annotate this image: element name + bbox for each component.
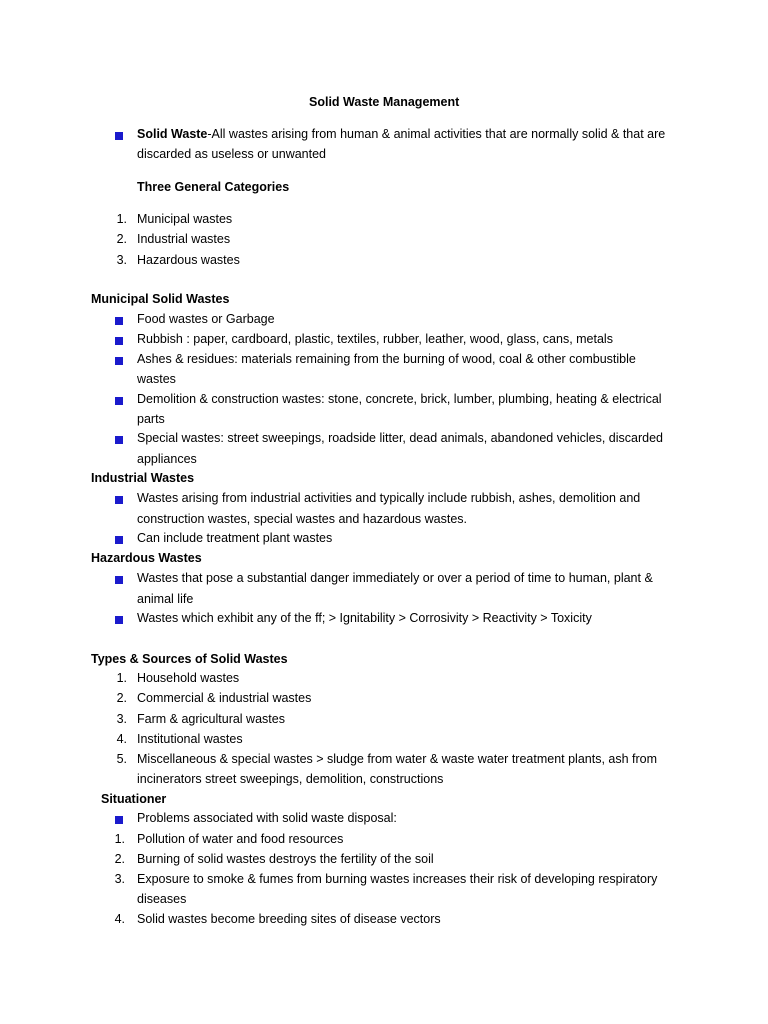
list-number: 3. [116, 712, 127, 726]
list-number: 2. [116, 691, 127, 705]
list-number: 2. [116, 232, 127, 246]
list-number: 2. [114, 852, 125, 866]
list-item: Farm & agricultural wastes [137, 712, 285, 726]
list-item-continued: animal life [137, 592, 194, 606]
list-item: Problems associated with solid waste disposal: [137, 811, 397, 825]
list-item-continued: appliances [137, 452, 197, 466]
section-heading-industrial: Industrial Wastes [91, 471, 195, 485]
list-item: Household wastes [137, 671, 240, 685]
list-item: Burning of solid wastes destroys the fertility of the soil [137, 852, 434, 866]
page-title: Solid Waste Management [309, 95, 460, 109]
bullet-square-icon [115, 317, 123, 325]
list-number: 3. [116, 253, 127, 267]
definition-term: Solid Waste [137, 127, 208, 141]
bullet-square-icon [115, 536, 123, 544]
list-item-continued: diseases [137, 892, 187, 906]
list-item: Miscellaneous & special wastes > sludge from water & waste water treatment plants, ash from [137, 752, 658, 766]
list-number: 5. [116, 752, 127, 766]
category-item: Municipal wastes [137, 212, 233, 226]
bullet-square-icon [115, 616, 123, 624]
bullet-square-icon [115, 496, 123, 504]
bullet-square-icon [115, 576, 123, 584]
definition-text-continued: discarded as useless or unwanted [137, 147, 327, 161]
list-item: Wastes arising from industrial activities and typically include rubbish, ashes, demolition and [137, 491, 641, 505]
list-item-continued: parts [137, 412, 165, 426]
list-item: Pollution of water and food resources [137, 832, 344, 846]
list-number: 1. [114, 832, 125, 846]
list-item: Wastes that pose a substantial danger immediately or over a period of time to human, plant & [137, 571, 653, 585]
list-item: Rubbish : paper, cardboard, plastic, textiles, rubber, leather, wood, glass, cans, metals [137, 332, 613, 346]
category-item: Industrial wastes [137, 232, 231, 246]
list-item: Food wastes or Garbage [137, 312, 275, 326]
list-item: Wastes which exhibit any of the ff; > Ignitability > Corrosivity > Reactivity > Toxicity [137, 611, 592, 625]
section-heading-types: Types & Sources of Solid Wastes [91, 652, 288, 666]
list-item: Demolition & construction wastes: stone, concrete, brick, lumber, plumbing, heating & electrical [137, 392, 662, 406]
section-heading-situationer: Situationer [101, 792, 167, 806]
list-item: Institutional wastes [137, 732, 243, 746]
category-item: Hazardous wastes [137, 253, 240, 267]
list-number: 1. [116, 671, 127, 685]
list-item: Ashes & residues: materials remaining from the burning of wood, coal & other combustible [137, 352, 636, 366]
definition-text: -All wastes arising from human & animal activities that are normally solid & that are [207, 127, 666, 141]
list-item: Exposure to smoke & fumes from burning wastes increases their risk of developing respiratory [137, 872, 658, 886]
bullet-square-icon [115, 397, 123, 405]
list-item: Special wastes: street sweepings, roadside litter, dead animals, abandoned vehicles, discarded [137, 431, 664, 445]
bullet-square-icon [115, 816, 123, 824]
section-heading-municipal: Municipal Solid Wastes [91, 292, 230, 306]
list-number: 4. [116, 732, 127, 746]
list-item: Can include treatment plant wastes [137, 531, 333, 545]
list-item: Commercial & industrial wastes [137, 691, 312, 705]
list-number: 4. [114, 912, 125, 926]
bullet-square-icon [115, 357, 123, 365]
list-item-continued: construction wastes, special wastes and hazardous wastes. [137, 512, 468, 526]
list-item: Solid wastes become breeding sites of disease vectors [137, 912, 441, 926]
list-item-continued: incinerators street sweepings, demolition, constructions [137, 772, 444, 786]
definition-line [137, 124, 665, 144]
bullet-square-icon [115, 337, 123, 345]
section-heading-hazardous: Hazardous Wastes [91, 551, 202, 565]
bullet-square-icon [115, 436, 123, 444]
list-item-continued: wastes [137, 372, 176, 386]
categories-heading: Three General Categories [137, 180, 290, 194]
bullet-square-icon [115, 132, 123, 140]
list-number: 1. [116, 212, 127, 226]
list-number: 3. [114, 872, 125, 886]
